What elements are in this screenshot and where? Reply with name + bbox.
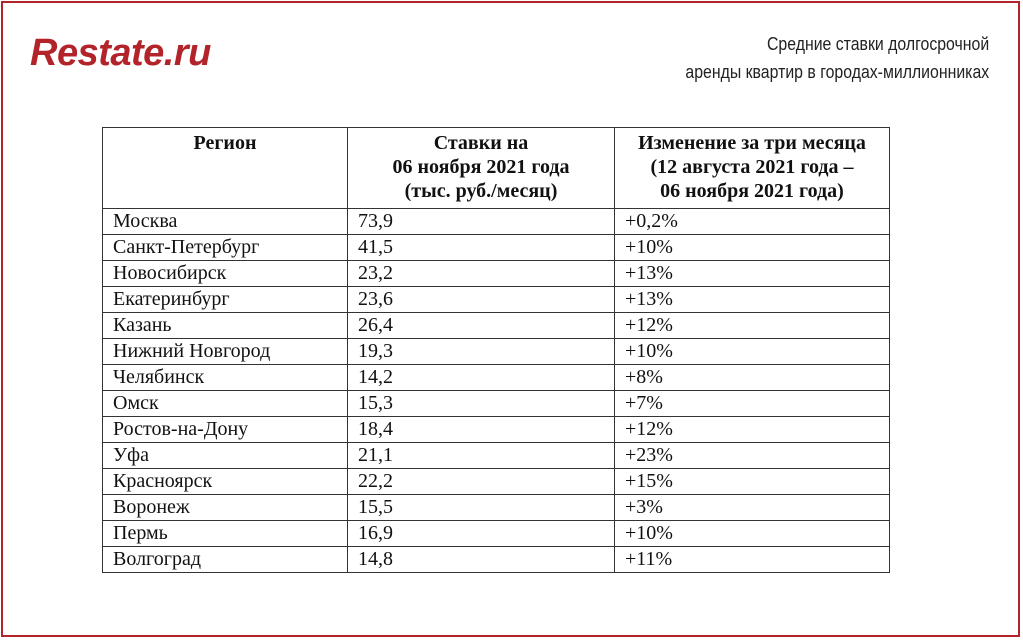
rent-rates-table	[102, 127, 890, 573]
table-row	[103, 365, 890, 391]
header-rate-line: 06 ноября 2021 года	[392, 156, 570, 178]
change-cell: +13%	[615, 261, 890, 287]
header-rate-line: (тыс. руб./месяц)	[404, 180, 558, 202]
heading-line-1: Средние ставки долгосрочной	[766, 34, 989, 54]
table-row	[103, 287, 890, 313]
region-cell: Казань	[103, 313, 348, 339]
header-change-line: (12 августа 2021 года –	[650, 156, 854, 178]
region-cell: Красноярск	[103, 469, 348, 495]
table-row	[103, 495, 890, 521]
region-cell: Санкт-Петербург	[103, 235, 348, 261]
rate-cell: 16,9	[348, 521, 615, 547]
region-cell: Екатеринбург	[103, 287, 348, 313]
region-cell: Челябинск	[103, 365, 348, 391]
rate-cell: 23,2	[348, 261, 615, 287]
page-heading	[685, 30, 989, 86]
table-row	[103, 547, 890, 573]
table-row	[103, 469, 890, 495]
rate-cell: 26,4	[348, 313, 615, 339]
restate-logo: Restate.ru	[30, 32, 211, 74]
change-cell: +13%	[615, 287, 890, 313]
header-rate-line: Ставки на	[433, 132, 529, 154]
table-row	[103, 521, 890, 547]
change-cell: +7%	[615, 391, 890, 417]
table-row	[103, 209, 890, 235]
region-cell: Омск	[103, 391, 348, 417]
table-row	[103, 339, 890, 365]
region-cell: Москва	[103, 209, 348, 235]
table-header-row	[103, 128, 890, 209]
change-cell: +15%	[615, 469, 890, 495]
rate-cell: 41,5	[348, 235, 615, 261]
rate-cell: 15,3	[348, 391, 615, 417]
rate-cell: 18,4	[348, 417, 615, 443]
header-region-line: Регион	[193, 132, 257, 154]
change-cell: +12%	[615, 313, 890, 339]
change-cell: +10%	[615, 521, 890, 547]
region-cell: Пермь	[103, 521, 348, 547]
table-row	[103, 391, 890, 417]
rate-cell: 14,8	[348, 547, 615, 573]
rate-cell: 22,2	[348, 469, 615, 495]
change-cell: +8%	[615, 365, 890, 391]
header-change-line: 06 ноября 2021 года)	[660, 180, 844, 202]
header-change	[615, 128, 890, 209]
rate-cell: 19,3	[348, 339, 615, 365]
rate-cell: 23,6	[348, 287, 615, 313]
region-cell: Воронеж	[103, 495, 348, 521]
region-cell: Нижний Новгород	[103, 339, 348, 365]
change-cell: +3%	[615, 495, 890, 521]
region-cell: Уфа	[103, 443, 348, 469]
header-region	[103, 128, 348, 209]
rate-cell: 14,2	[348, 365, 615, 391]
table-row	[103, 443, 890, 469]
change-cell: +12%	[615, 417, 890, 443]
change-cell: +10%	[615, 235, 890, 261]
table-row	[103, 417, 890, 443]
heading-line-2: аренды квартир в городах-миллионниках	[685, 62, 989, 82]
table-row	[103, 261, 890, 287]
rate-cell: 73,9	[348, 209, 615, 235]
table-row	[103, 313, 890, 339]
change-cell: +0,2%	[615, 209, 890, 235]
change-cell: +23%	[615, 443, 890, 469]
header-rate	[348, 128, 615, 209]
table-row	[103, 235, 890, 261]
rate-cell: 21,1	[348, 443, 615, 469]
region-cell: Ростов-на-Дону	[103, 417, 348, 443]
region-cell: Волгоград	[103, 547, 348, 573]
change-cell: +10%	[615, 339, 890, 365]
rate-cell: 15,5	[348, 495, 615, 521]
header-change-line: Изменение за три месяца	[638, 132, 866, 154]
change-cell: +11%	[615, 547, 890, 573]
region-cell: Новосибирск	[103, 261, 348, 287]
